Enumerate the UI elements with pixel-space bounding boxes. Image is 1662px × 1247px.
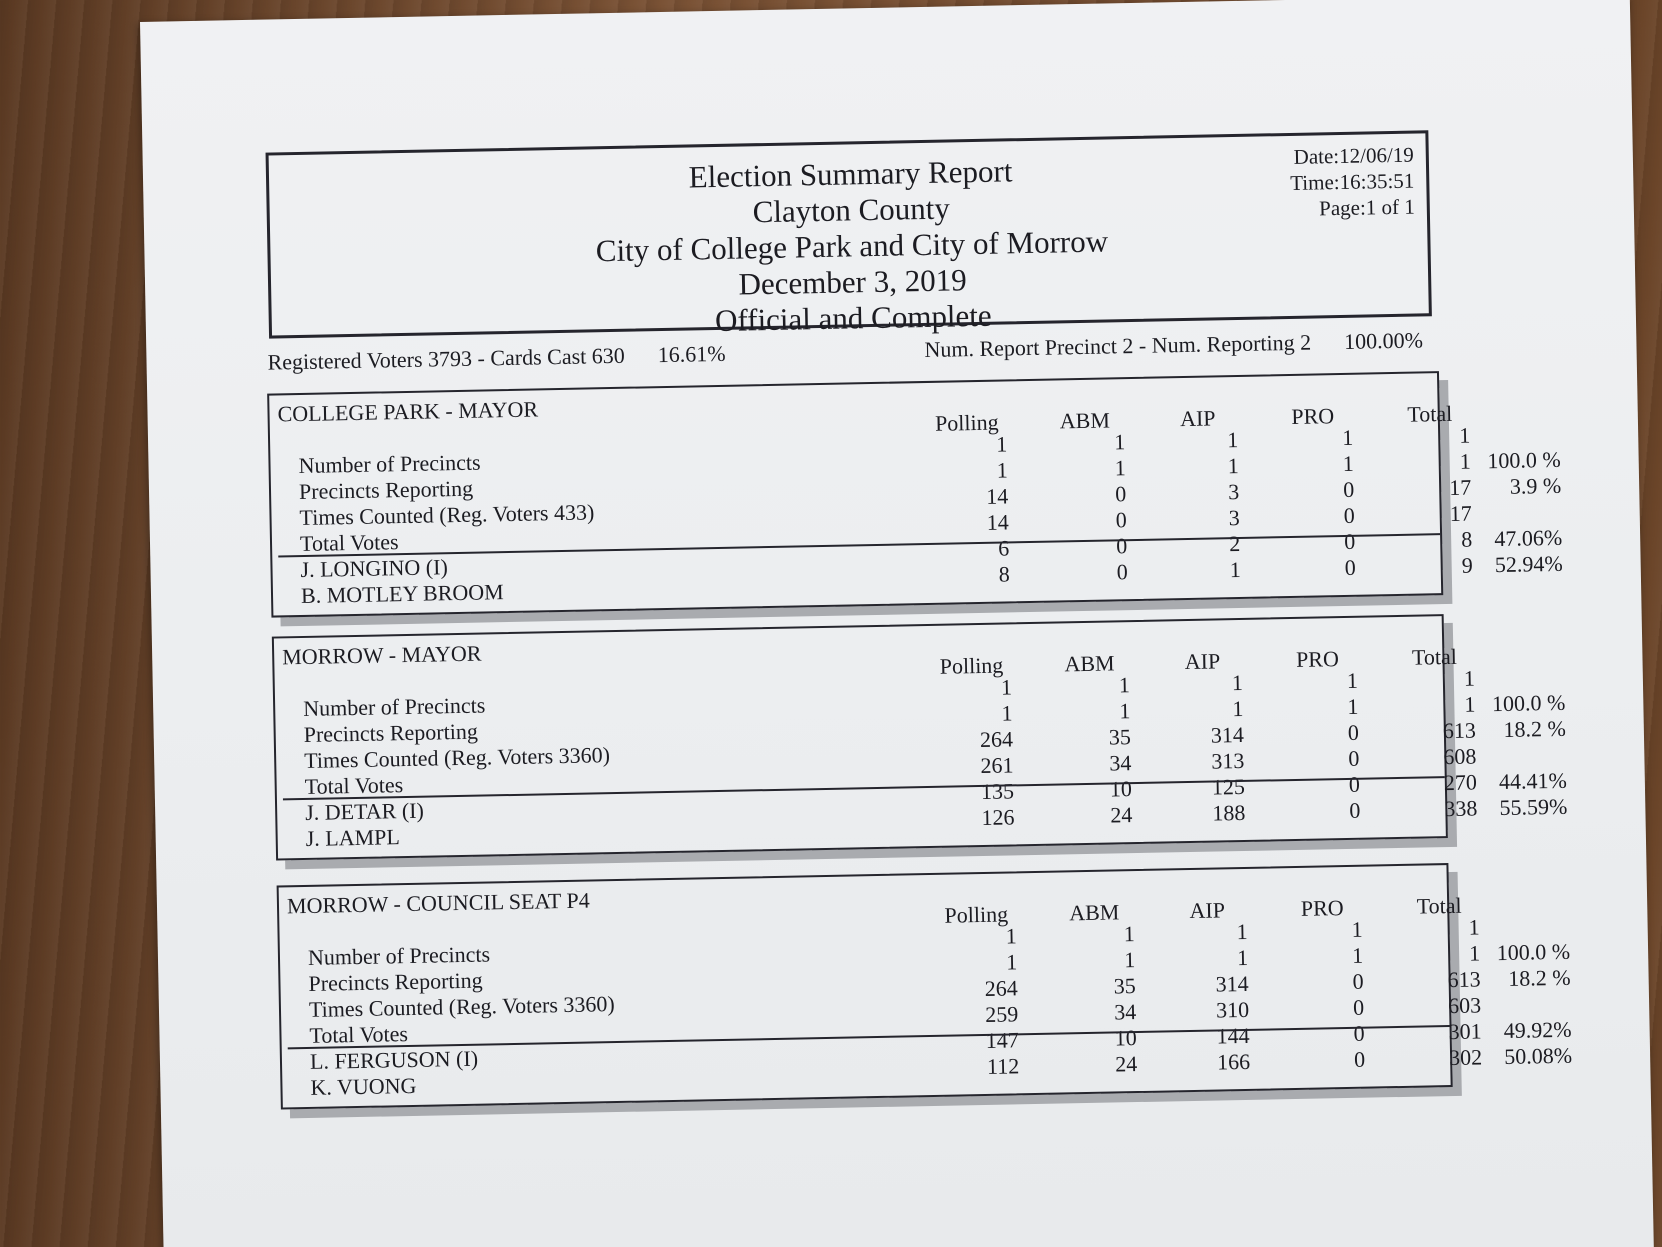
- table-cell: 125: [1211, 773, 1246, 800]
- table-cell: 603: [1447, 992, 1482, 1019]
- percent-cell: 100.0 %: [1491, 689, 1566, 717]
- report-time: Time:16:35:51: [1289, 168, 1415, 195]
- table-cell: 1: [1114, 455, 1126, 481]
- table-cell: 0: [1348, 771, 1361, 797]
- table-cell: 1: [1118, 672, 1131, 698]
- table-cell: 3: [1227, 478, 1240, 505]
- column-header: AIP: [1189, 897, 1226, 924]
- table-cell: 264: [984, 975, 1018, 1001]
- column-header: ABM: [1059, 407, 1111, 434]
- row-label: Times Counted (Reg. Voters 433): [299, 499, 595, 531]
- table-cell: 1: [1459, 448, 1471, 474]
- candidate-name: J. DETAR (I): [304, 797, 425, 825]
- title-line: Official and Complete: [714, 297, 992, 339]
- percent-cell: 18.2 %: [1503, 715, 1567, 742]
- table-cell: 0: [1344, 554, 1356, 580]
- totals-divider: [278, 530, 1440, 557]
- race-section: [272, 614, 1568, 860]
- row-label: Number of Precincts: [307, 941, 491, 970]
- table-cell: 338: [1444, 795, 1478, 822]
- column-header: Total: [1411, 643, 1458, 670]
- table-cell: 1: [1468, 940, 1481, 966]
- table-cell: 0: [1353, 1020, 1365, 1046]
- table-cell: 310: [1215, 996, 1250, 1023]
- table-cell: 1: [1119, 698, 1131, 724]
- table-cell: 34: [1113, 999, 1137, 1025]
- table-cell: 17: [1449, 500, 1472, 526]
- title-line: Clayton County: [752, 190, 951, 230]
- table-cell: 8: [1460, 526, 1473, 552]
- table-cell: 3: [1228, 504, 1240, 531]
- table-cell: 1: [1231, 669, 1244, 696]
- turnout-percent: 16.61%: [657, 340, 726, 368]
- table-cell: 17: [1448, 474, 1472, 500]
- table-cell: 1: [1236, 944, 1249, 971]
- table-cell: 24: [1110, 802, 1133, 828]
- table-cell: 10: [1114, 1025, 1137, 1051]
- table-cell: 1: [1001, 700, 1013, 726]
- table-cell: 301: [1448, 1018, 1482, 1045]
- totals-divider: [283, 773, 1445, 800]
- table-cell: 0: [1352, 968, 1364, 994]
- percent-cell: 47.06%: [1494, 524, 1563, 552]
- table-cell: 1: [1000, 674, 1013, 700]
- table-cell: 0: [1352, 994, 1365, 1020]
- percent-cell: 3.9 %: [1509, 472, 1562, 499]
- row-label: Total Votes: [299, 529, 399, 557]
- column-header: PRO: [1300, 895, 1344, 921]
- table-cell: 0: [1343, 502, 1355, 528]
- row-label: Total Votes: [304, 772, 404, 799]
- column-header: AIP: [1184, 648, 1221, 675]
- percent-cell: 18.2 %: [1508, 964, 1571, 991]
- percent-cell: [1470, 664, 1565, 666]
- table-cell: 14: [986, 483, 1009, 509]
- table-cell: 302: [1448, 1044, 1483, 1071]
- candidate-name: L. FERGUSON (I): [309, 1045, 479, 1074]
- report-title: [269, 145, 1435, 347]
- table-cell: 1: [1229, 556, 1241, 583]
- table-cell: 1: [1347, 693, 1359, 719]
- percent-cell: 100.0 %: [1496, 938, 1571, 966]
- report-header: [266, 130, 1432, 338]
- percent-cell: 55.59%: [1499, 793, 1568, 821]
- table-cell: 1: [1226, 426, 1239, 453]
- table-cell: 1: [1464, 691, 1476, 717]
- row-label: Precincts Reporting: [308, 967, 483, 996]
- race-title: MORROW - MAYOR: [281, 640, 482, 670]
- column-header: Total: [1407, 400, 1453, 427]
- percent-cell: 44.41%: [1498, 767, 1568, 795]
- table-cell: 0: [1342, 476, 1355, 502]
- column-header: AIP: [1179, 405, 1216, 432]
- table-cell: 314: [1215, 970, 1249, 997]
- table-cell: 147: [985, 1027, 1019, 1053]
- table-cell: 270: [1443, 769, 1478, 796]
- table-cell: 313: [1211, 747, 1245, 774]
- totals-divider: [288, 1022, 1450, 1049]
- table-cell: 188: [1212, 799, 1246, 826]
- table-cell: 135: [980, 778, 1015, 804]
- report-paper: [140, 0, 1654, 1247]
- table-cell: 9: [1461, 552, 1473, 578]
- column-header: Total: [1416, 892, 1462, 919]
- table-cell: 14: [986, 509, 1009, 535]
- table-cell: 2: [1228, 530, 1241, 557]
- table-cell: 1: [1342, 450, 1354, 476]
- table-cell: 1: [1005, 923, 1017, 949]
- table-cell: 261: [980, 752, 1014, 779]
- table-cell: 0: [1348, 745, 1360, 771]
- table-cell: 166: [1216, 1048, 1251, 1075]
- table-cell: 1: [1227, 452, 1239, 479]
- table-cell: 1: [1123, 947, 1136, 973]
- table-cell: 6: [998, 535, 1010, 561]
- table-cell: 0: [1349, 797, 1361, 823]
- race-title: COLLEGE PARK - MAYOR: [277, 396, 539, 427]
- report-page: Page:1 of 1: [1318, 194, 1416, 221]
- percent-cell: 52.94%: [1494, 550, 1563, 578]
- table-cell: 0: [1343, 528, 1356, 554]
- table-cell: 8: [998, 561, 1010, 587]
- column-header: Polling: [944, 901, 1009, 928]
- table-cell: 1: [1232, 695, 1244, 722]
- table-cell: 0: [1115, 533, 1128, 559]
- table-cell: 34: [1109, 750, 1132, 776]
- table-cell: 1: [1005, 949, 1018, 975]
- column-header: Polling: [934, 409, 999, 436]
- title-line: December 3, 2019: [738, 262, 967, 302]
- table-cell: 1: [1123, 921, 1135, 947]
- table-cell: 0: [1347, 719, 1360, 745]
- table-cell: 1: [996, 457, 1008, 483]
- table-cell: 1: [1351, 916, 1363, 942]
- table-cell: 1: [1468, 914, 1480, 940]
- table-cell: 1: [996, 431, 1008, 457]
- table-cell: 126: [981, 804, 1015, 830]
- table-cell: 613: [1447, 966, 1481, 993]
- precinct-report-text: Num. Report Precinct 2 - Num. Reporting 2: [924, 329, 1312, 362]
- table-cell: 35: [1113, 973, 1136, 999]
- percent-cell: [1474, 913, 1569, 915]
- percent-cell: 49.92%: [1503, 1016, 1572, 1044]
- table-cell: 10: [1109, 776, 1133, 802]
- table-cell: 0: [1114, 481, 1127, 507]
- column-header: PRO: [1295, 646, 1340, 672]
- table-cell: 24: [1114, 1051, 1138, 1077]
- table-cell: 35: [1108, 724, 1132, 750]
- table-cell: 1: [1351, 942, 1364, 968]
- table-cell: 1: [1236, 918, 1248, 945]
- precinct-report-percent: 100.00%: [1343, 327, 1424, 354]
- candidate-name: K. VUONG: [310, 1072, 417, 1100]
- table-cell: 314: [1210, 721, 1245, 748]
- column-header: PRO: [1291, 403, 1335, 429]
- race-section: [267, 371, 1563, 617]
- table-cell: 608: [1443, 743, 1477, 770]
- candidate-name: B. MOTLEY BROOM: [300, 579, 504, 609]
- table-cell: 1: [1114, 429, 1126, 455]
- row-label: Number of Precincts: [298, 449, 481, 479]
- table-cell: 1: [1458, 422, 1471, 448]
- race-section: [277, 863, 1573, 1109]
- row-label: Precincts Reporting: [298, 475, 474, 505]
- percent-cell: 50.08%: [1504, 1042, 1573, 1069]
- table-cell: 613: [1442, 717, 1477, 744]
- column-header: Polling: [939, 652, 1004, 679]
- row-label: Times Counted (Reg. Voters 3360): [308, 991, 615, 1022]
- row-label: Number of Precincts: [302, 692, 486, 721]
- column-header: ABM: [1068, 899, 1120, 926]
- candidate-name: J. LAMPL: [305, 824, 401, 851]
- table-cell: 1: [1346, 667, 1359, 693]
- table-cell: 0: [1353, 1046, 1366, 1072]
- percent-cell: [1465, 421, 1560, 423]
- table-cell: 1: [1463, 665, 1476, 691]
- candidate-name: J. LONGINO (I): [300, 554, 449, 583]
- title-line: Election Summary Report: [688, 153, 1013, 195]
- row-label: Total Votes: [309, 1021, 409, 1048]
- table-cell: 264: [979, 726, 1014, 753]
- row-label: Precincts Reporting: [303, 718, 479, 747]
- registered-voters-text: Registered Voters 3793 - Cards Cast 630: [267, 342, 625, 375]
- table-cell: 144: [1216, 1022, 1250, 1049]
- row-label: Times Counted (Reg. Voters 3360): [303, 742, 611, 773]
- report-meta: [1289, 142, 1415, 222]
- table-cell: 0: [1116, 559, 1128, 585]
- percent-cell: 100.0 %: [1487, 446, 1561, 474]
- title-line: City of College Park and City of Morrow: [595, 223, 1109, 269]
- table-cell: 0: [1115, 507, 1127, 533]
- report-date: Date:12/06/19: [1293, 142, 1415, 169]
- table-cell: 112: [986, 1053, 1020, 1079]
- table-cell: 259: [984, 1001, 1019, 1027]
- table-cell: 1: [1341, 424, 1354, 450]
- column-header: ABM: [1064, 650, 1115, 677]
- race-title: MORROW - COUNCIL SEAT P4: [286, 887, 590, 919]
